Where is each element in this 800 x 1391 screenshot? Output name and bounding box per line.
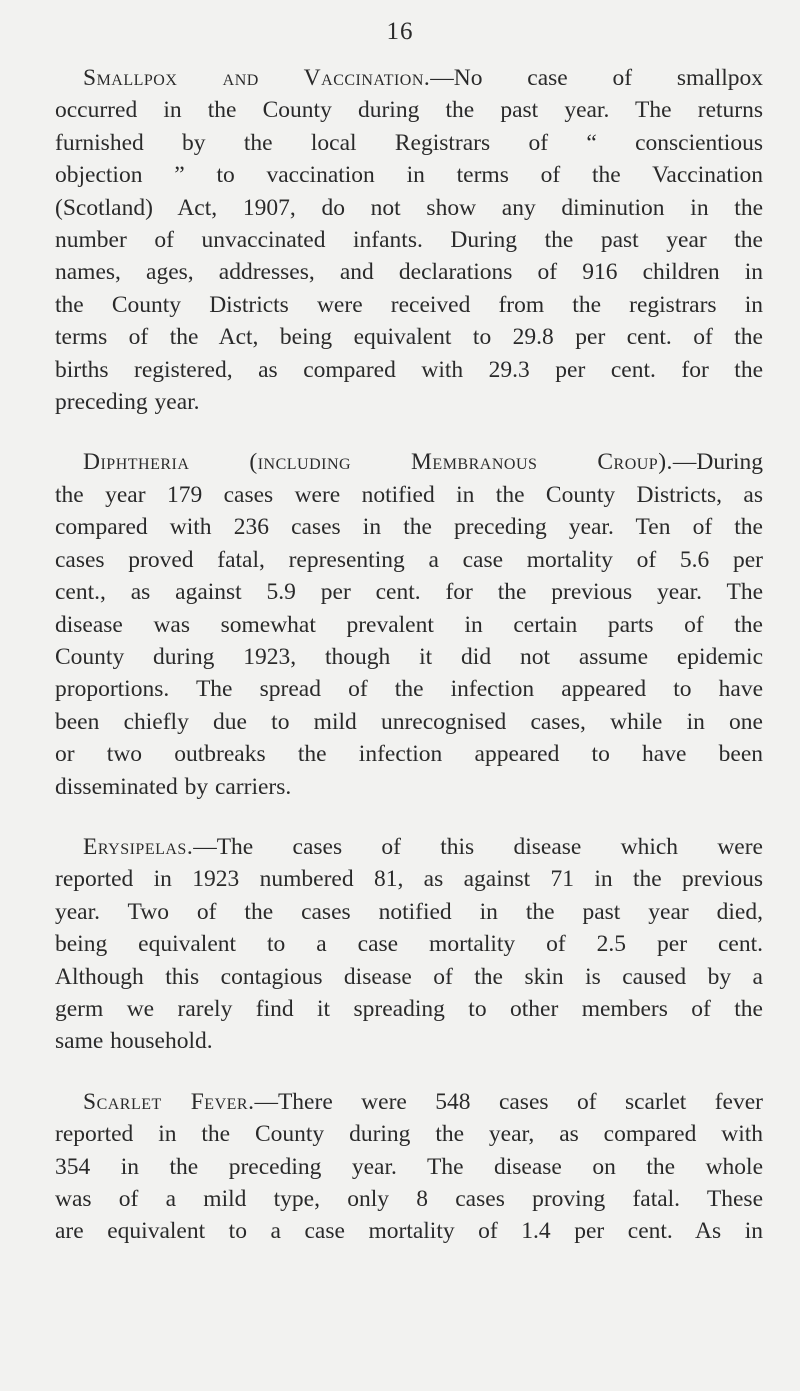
paragraph-line: the County Districts were received from the registrars in	[55, 291, 763, 318]
section-heading: Diphtheria (including Membranous Croup).	[83, 449, 673, 476]
paragraph-line: preceding year.	[55, 389, 200, 416]
section-diphtheria	[55, 446, 763, 802]
paragraph-line: been chiefly due to mild unrecognised cases, while in one	[55, 708, 763, 735]
paragraph-line: furnished by the local Registrars of “ conscientious	[55, 129, 763, 156]
paragraph-line: disseminated by carriers.	[55, 773, 292, 800]
paragraph-line: Erysipelas.—The cases of this disease which were	[83, 833, 763, 860]
section-scarlet-fever	[55, 1086, 763, 1248]
section-smallpox	[55, 62, 763, 418]
paragraph-line: number of unvaccinated infants. During the past year the	[55, 227, 763, 254]
paragraph-line: terms of the Act, being equivalent to 29.8 per cent. of the	[55, 324, 763, 351]
paragraph-line: Although this contagious disease of the skin is caused by a	[55, 963, 763, 990]
paragraph-line: reported in 1923 numbered 81, as against 71 in the previous	[55, 866, 763, 893]
paragraph-line: the year 179 cases were notified in the County Districts, as	[55, 481, 763, 508]
paragraph-line: proportions. The spread of the infection appeared to have	[55, 676, 763, 703]
paragraph-line: Smallpox and Vaccination.—No case of smallpox	[83, 65, 763, 91]
paragraph-line: County during 1923, though it did not assume epidemic	[55, 643, 763, 670]
paragraph-line: Diphtheria (including Membranous Croup).—During	[83, 449, 763, 476]
paragraph-line: reported in the County during the year, as compared with	[55, 1121, 763, 1148]
section-erysipelas	[55, 831, 763, 1058]
section-heading: Erysipelas.	[83, 833, 194, 860]
page-number: 16	[386, 18, 414, 45]
paragraph-line: germ we rarely find it spreading to other members of the	[55, 995, 763, 1022]
paragraph-line: compared with 236 cases in the preceding year. Ten of the	[55, 514, 763, 541]
paragraph-line: are equivalent to a case mortality of 1.4 per cent. As in	[55, 1218, 763, 1245]
paragraph-line: year. Two of the cases notified in the past year died,	[55, 898, 763, 925]
paragraph-line: objection ” to vaccination in terms of the Vaccination	[55, 162, 763, 189]
paragraph-line: names, ages, addresses, and declarations of 916 children in	[55, 259, 763, 286]
paragraph-line: being equivalent to a case mortality of 2.5 per cent.	[55, 931, 763, 958]
page-body	[55, 62, 763, 1248]
paragraph-line: Scarlet Fever.—There were 548 cases of scarlet fever	[83, 1088, 763, 1115]
paragraph-line: same household.	[55, 1028, 213, 1055]
paragraph-line: 354 in the preceding year. The disease on the whole	[55, 1153, 763, 1180]
paragraph-line: cent., as against 5.9 per cent. for the previous year. The	[55, 579, 763, 606]
paragraph-line: cases proved fatal, representing a case mortality of 5.6 per	[55, 546, 763, 573]
paragraph-line: disease was somewhat prevalent in certain parts of the	[55, 611, 763, 638]
paragraph-line: or two outbreaks the infection appeared to have been	[55, 741, 763, 768]
paragraph-line: births registered, as compared with 29.3 per cent. for the	[55, 356, 763, 383]
section-heading: Smallpox and Vaccination.	[83, 65, 431, 91]
section-heading: Scarlet Fever.	[83, 1088, 255, 1115]
paragraph-line: was of a mild type, only 8 cases proving fatal. These	[55, 1186, 763, 1212]
paragraph-line: (Scotland) Act, 1907, do not show any diminution in the	[55, 194, 763, 221]
paragraph-line: occurred in the County during the past year. The returns	[55, 97, 763, 124]
